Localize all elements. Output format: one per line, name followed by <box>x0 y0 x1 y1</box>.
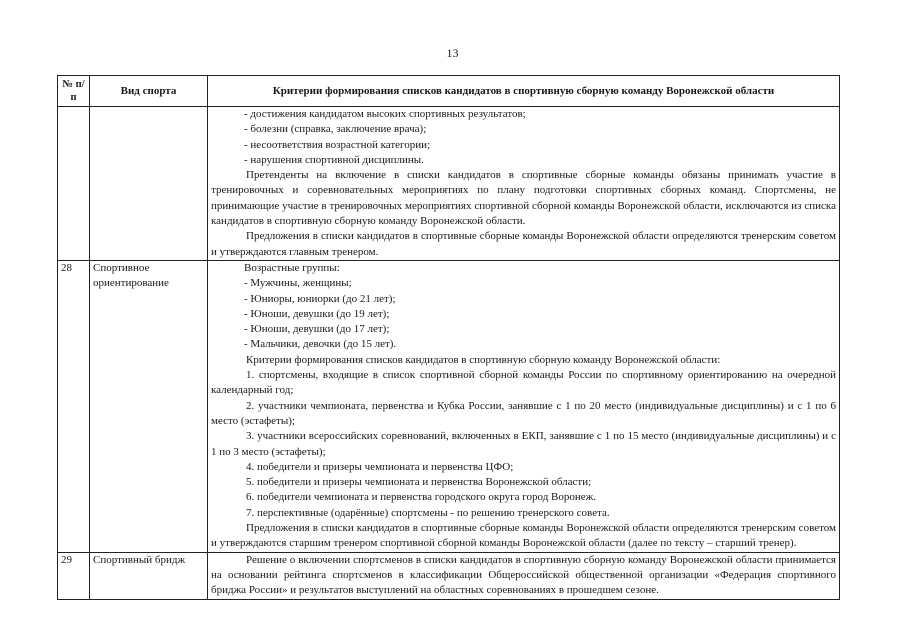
table-row <box>58 260 840 552</box>
criteria-paragraph: Предложения в списки кандидатов в спортивные сборные команды Воронежской области определяются тренерским советом и утверждаются старшим тренером спортивной сборной команды Воронежской области (далее по тексту – старший тренер). <box>211 522 836 550</box>
row-number <box>58 107 90 261</box>
table-header-row <box>58 76 840 107</box>
row-sport: Спортивный бридж <box>90 552 208 599</box>
row-criteria <box>208 552 840 599</box>
criteria-paragraph: 2. участники чемпионата, первенства и Кубка России, занявшие с 1 по 20 место (индивидуальные дисциплины) и с 1 по 6 место (эстафеты); <box>211 399 836 427</box>
criteria-list-item: - Мужчины, женщины; <box>244 277 352 290</box>
criteria-paragraph: 7. перспективные (одарённые) спортсмены - по решению тренерского совета. <box>246 506 610 519</box>
header-sport: Вид спорта <box>90 76 208 107</box>
criteria-list-item: Возрастные группы: <box>244 261 340 274</box>
criteria-paragraph: Предложения в списки кандидатов в спортивные сборные команды Воронежской области определяются тренерским советом и утверждаются главным тренером. <box>211 230 836 258</box>
criteria-table <box>57 75 840 600</box>
criteria-list-item: - достижения кандидатом высоких спортивных результатов; <box>244 108 526 120</box>
criteria-paragraph: 6. победители чемпионата и первенства городского округа город Воронеж. <box>246 491 596 504</box>
criteria-list-item: - болезни (справка, заключение врача); <box>244 123 427 136</box>
criteria-paragraph: Решение о включении спортсменов в списки кандидатов в спортивную сборную команду Воронежской области принимается на основании рейтинга спортсменов в классификации Общероссийской общественной организации «Федерация спортивного бриджа России» и результатов выступлений на областных соревнованиях в прошедшем сезоне. <box>211 553 836 597</box>
page-number: 13 <box>446 46 459 60</box>
row-sport: Спортивное ориентирование <box>90 260 208 552</box>
criteria-list-item: - Юноши, девушки (до 19 лет); <box>244 307 390 320</box>
table-row <box>58 107 840 261</box>
row-criteria <box>208 260 840 552</box>
criteria-paragraph: 4. победители и призеры чемпионата и первенства ЦФО; <box>246 460 514 473</box>
criteria-list-item: - несоответствия возрастной категории; <box>244 138 431 151</box>
row-sport <box>90 107 208 261</box>
criteria-paragraph: 1. спортсмены, входящие в список спортивной сборной команды России по спортивному ориентированию на очередной календарный год; <box>211 369 836 397</box>
table-row <box>58 552 840 599</box>
criteria-paragraph: 5. победители и призеры чемпионата и первенства Воронежской области; <box>246 476 592 489</box>
criteria-list-item: - Юноши, девушки (до 17 лет); <box>244 323 390 336</box>
row-number: 29 <box>58 552 90 599</box>
criteria-paragraph: 3. участники всероссийских соревнований, включенных в ЕКП, занявшие с 1 по 15 место (индивидуальные дисциплины) и с 1 по 3 место (эстафеты); <box>211 430 836 458</box>
criteria-list-item: - Юниоры, юниорки (до 21 лет); <box>244 292 396 305</box>
header-criteria: Критерии формирования списков кандидатов в спортивную сборную команду Воронежской области <box>208 76 840 107</box>
row-criteria <box>208 107 840 261</box>
criteria-paragraph: Критерии формирования списков кандидатов в спортивную сборную команду Воронежской области: <box>246 353 721 366</box>
criteria-paragraph: Претенденты на включение в списки кандидатов в спортивные сборные команды обязаны принимать участие в тренировочных и соревновательных мероприятиях по плану подготовки спортивных сборных команд. Спортсмены, не принимающие участие в тренировочных мероприятиях спортивной сборной команды Воронежской области, исключаются из списка кандидатов в спортивную сборную команду Воронежской области. <box>211 169 836 228</box>
criteria-list-item: - Мальчики, девочки (до 15 лет). <box>244 338 397 351</box>
criteria-list-item: - нарушения спортивной дисциплины. <box>244 153 424 166</box>
row-number: 28 <box>58 260 90 552</box>
header-number: № п/п <box>58 76 90 107</box>
